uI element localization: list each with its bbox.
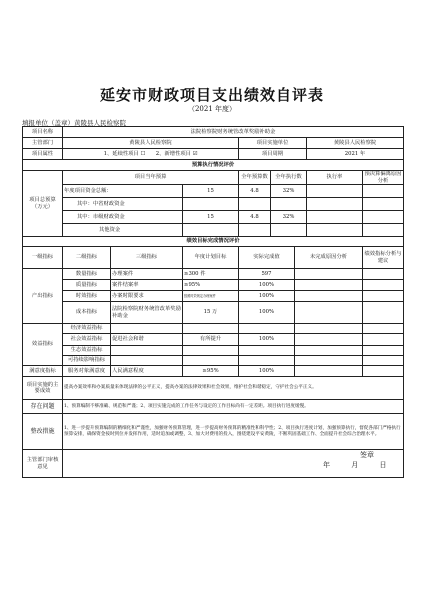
perf-l3 bbox=[111, 346, 183, 356]
perf-reason bbox=[295, 366, 363, 377]
perf-reason bbox=[295, 356, 363, 366]
budget-col2: 全年预算数 bbox=[239, 171, 271, 185]
perf-row bbox=[23, 291, 404, 302]
budget-col1: 项目当年预算 bbox=[63, 171, 239, 185]
budget-row-exec bbox=[239, 198, 271, 211]
budget-row-note bbox=[307, 185, 363, 198]
dept-value: 黄陵县人民检察院 bbox=[63, 138, 239, 149]
perf-reason bbox=[295, 269, 363, 280]
perf-l2: 质量指标 bbox=[63, 280, 111, 291]
row-measures bbox=[23, 414, 404, 450]
budget-header-row bbox=[23, 171, 404, 185]
filler-unit: 填报单位（盖章）黄陵县人民检察院 bbox=[22, 119, 126, 127]
perf-l3: 案件结案率 bbox=[111, 280, 183, 291]
perf-reason bbox=[295, 334, 363, 346]
perf-reason bbox=[295, 291, 363, 302]
perf-plan: 按照时效规定办理案件 bbox=[183, 291, 239, 302]
review-cell bbox=[63, 450, 404, 478]
perf-plan bbox=[183, 356, 239, 366]
cycle-label: 项目周期 bbox=[239, 149, 307, 160]
perf-analysis bbox=[363, 291, 404, 302]
perf-l2: 社会效益指标 bbox=[63, 334, 111, 346]
budget-row-note bbox=[307, 211, 363, 224]
row-budget-section bbox=[23, 160, 404, 171]
issues-text: 1、预算编制不够准确、规范和严谨；2、项目实施完成的工作任务与设定的工作目标尚有一定差距。项目执行进度缓慢。 bbox=[63, 400, 404, 414]
sign-month: 月 bbox=[351, 460, 359, 469]
signature-area bbox=[64, 451, 402, 477]
perf-l3: 办理案件 bbox=[111, 269, 183, 280]
perf-actual: 597 bbox=[239, 269, 295, 280]
perf-analysis bbox=[363, 269, 404, 280]
achievement-text: 提高办案效率和办案质量来体现法律的公平正义，提高办案的法律效果和社会效果，维护社会和谐稳定，守护社会公平正义。 bbox=[63, 377, 404, 400]
perf-l3 bbox=[111, 324, 183, 334]
perf-row bbox=[23, 346, 404, 356]
form-subtitle: （2021 年度） bbox=[187, 105, 237, 113]
perf-l2: 数量指标 bbox=[63, 269, 111, 280]
sign-label: 签章 bbox=[360, 450, 375, 459]
perf-analysis bbox=[363, 346, 404, 356]
attr-label: 项目属性 bbox=[23, 149, 63, 160]
budget-row-reason bbox=[363, 185, 404, 198]
perf-l3: 促进社会和谐 bbox=[111, 334, 183, 346]
budget-row-reason bbox=[363, 198, 404, 211]
budget-row-label: 年度项目资金总额： bbox=[63, 185, 183, 198]
perf-actual bbox=[239, 346, 295, 356]
perf-actual: 100% bbox=[239, 280, 295, 291]
budget-row-rate: 32% bbox=[271, 211, 307, 224]
l1-benefit: 效益指标 bbox=[23, 324, 63, 366]
perf-l3 bbox=[111, 356, 183, 366]
budget-row-label: 其他资金 bbox=[63, 224, 183, 237]
perf-l3: 办案时限要求 bbox=[111, 291, 183, 302]
perf-reason bbox=[295, 324, 363, 334]
row-review bbox=[23, 450, 404, 478]
budget-col5: 预决算偏离原因分析 bbox=[364, 171, 402, 184]
perf-analysis bbox=[363, 334, 404, 346]
perf-actual: 100% bbox=[239, 291, 295, 302]
perf-l2: 成本指标 bbox=[63, 302, 111, 324]
perf-actual: 100% bbox=[239, 302, 295, 324]
budget-row-budget bbox=[183, 198, 239, 211]
attr-value: 1、延续性项目 ☐ 2、新增性项目 ☑ bbox=[63, 149, 239, 160]
perf-reason bbox=[295, 280, 363, 291]
perf-plan bbox=[183, 324, 239, 334]
perf-actual: 100% bbox=[239, 334, 295, 346]
perf-plan: 15 万 bbox=[183, 302, 239, 324]
budget-row bbox=[23, 224, 404, 237]
budget-col3: 全年执行数 bbox=[271, 171, 307, 185]
perf-header-l2: 二级指标 bbox=[63, 247, 111, 269]
perf-row bbox=[23, 334, 404, 346]
perf-l3: 法院检察院财务统管改革奖励补助金 bbox=[111, 302, 183, 324]
perf-reason bbox=[295, 346, 363, 356]
sign-year: 年 bbox=[323, 460, 331, 469]
perf-header-l3: 三级指标 bbox=[111, 247, 183, 269]
measures-label: 整改措施 bbox=[23, 414, 63, 450]
perf-plan: ≥95% bbox=[183, 366, 239, 377]
perf-plan bbox=[183, 346, 239, 356]
perf-actual bbox=[239, 324, 295, 334]
perf-actual bbox=[239, 356, 295, 366]
budget-row bbox=[23, 211, 404, 224]
budget-row-budget: 15 bbox=[183, 185, 239, 198]
budget-row-exec: 4.8 bbox=[239, 211, 271, 224]
budget-left-label: 项目总预算（万元） bbox=[23, 171, 63, 237]
budget-row-rate: 32% bbox=[271, 185, 307, 198]
perf-section-header: 绩效目标完成情况评价 bbox=[23, 237, 404, 247]
perf-plan: ≥300 件 bbox=[183, 269, 239, 280]
perf-row bbox=[23, 302, 404, 324]
perf-header-l1: 一级指标 bbox=[23, 247, 63, 269]
perf-header-plan: 年度计划目标 bbox=[183, 247, 239, 269]
l1-satisfaction: 满意度指标 bbox=[23, 366, 63, 377]
perf-reason bbox=[295, 302, 363, 324]
dept-label: 主管部门 bbox=[23, 138, 63, 149]
row-perf-section bbox=[23, 237, 404, 247]
form-title: 延安市财政项目支出绩效自评表 bbox=[99, 86, 324, 104]
budget-row-reason bbox=[363, 211, 404, 224]
budget-row-label: 其中：中省财政资金 bbox=[63, 198, 183, 211]
budget-col4: 执行率 bbox=[307, 171, 363, 185]
project-name: 法院检察院财务统管改革奖励补助金 bbox=[63, 127, 404, 138]
perf-row bbox=[23, 280, 404, 291]
perf-l2: 生态效益指标 bbox=[63, 346, 111, 356]
cycle-value: 2021 年 bbox=[307, 149, 404, 160]
perf-plan: ≥95% bbox=[183, 280, 239, 291]
project-name-label: 项目名称 bbox=[23, 127, 63, 138]
budget-row-note bbox=[307, 224, 363, 237]
perf-l3: 人民满意程度 bbox=[111, 366, 183, 377]
row-project-name bbox=[23, 127, 404, 138]
budget-row-exec bbox=[239, 224, 271, 237]
budget-row-note bbox=[307, 198, 363, 211]
perf-header-analysis: 绩效指标分析与建议 bbox=[363, 247, 404, 269]
perf-header-actual: 实际完成值 bbox=[239, 247, 295, 269]
perf-row bbox=[23, 269, 404, 280]
perf-header-reason: 未完成原因分析 bbox=[295, 247, 363, 269]
perf-analysis bbox=[363, 280, 404, 291]
row-issues bbox=[23, 400, 404, 414]
perf-row bbox=[23, 324, 404, 334]
row-achievement bbox=[23, 377, 404, 400]
review-label: 主管部门审核意见 bbox=[23, 450, 63, 478]
perf-header-row bbox=[23, 247, 404, 269]
budget-row bbox=[23, 185, 404, 198]
budget-row bbox=[23, 198, 404, 211]
budget-row-budget bbox=[183, 224, 239, 237]
perf-analysis bbox=[363, 356, 404, 366]
impl-value: 黄陵县人民检察院 bbox=[307, 138, 404, 149]
row-dept bbox=[23, 138, 404, 149]
perf-row bbox=[23, 356, 404, 366]
perf-actual: 100% bbox=[239, 366, 295, 377]
perf-plan: 有所提升 bbox=[183, 334, 239, 346]
perf-l2: 时效指标 bbox=[63, 291, 111, 302]
perf-l2: 可持续影响指标 bbox=[63, 356, 111, 366]
sign-day: 日 bbox=[379, 460, 387, 469]
perf-row bbox=[23, 366, 404, 377]
l1-output: 产出指标 bbox=[23, 269, 63, 324]
perf-analysis bbox=[363, 366, 404, 377]
budget-row-rate bbox=[271, 198, 307, 211]
issues-label: 存在问题 bbox=[23, 400, 63, 414]
perf-l2: 经济效益指标 bbox=[63, 324, 111, 334]
measures-text: 1、进一步提升预算编制的精细化和严谨性，加强财务预算管理，进一步提高财务预算的精准性和科学性；2、项目执行进度计划，加强预算执行，督促各部门严格执行预算安排，确保资金按时到位并发挥作用，适时追加或调整，3、加大对费用的投入，围绕建设平安黄陵，不断巩固基础工作、全面提升社会综合治理水平。 bbox=[63, 414, 404, 450]
budget-row-budget: 15 bbox=[183, 211, 239, 224]
budget-row-exec: 4.8 bbox=[239, 185, 271, 198]
budget-section-header: 预算执行情况评价 bbox=[23, 160, 404, 171]
budget-row-reason bbox=[363, 224, 404, 237]
achievement-label: 项目实施的主要成效 bbox=[23, 377, 63, 400]
perf-analysis bbox=[363, 302, 404, 324]
budget-row-rate bbox=[271, 224, 307, 237]
budget-row-label: 其中：市级财政资金 bbox=[63, 211, 183, 224]
perf-analysis bbox=[363, 324, 404, 334]
sign-date bbox=[314, 461, 396, 470]
row-attr bbox=[23, 149, 404, 160]
perf-l2: 服务对象满意度 bbox=[63, 366, 111, 377]
self-evaluation-table bbox=[22, 126, 404, 478]
impl-label: 项目实施单位 bbox=[239, 138, 307, 149]
